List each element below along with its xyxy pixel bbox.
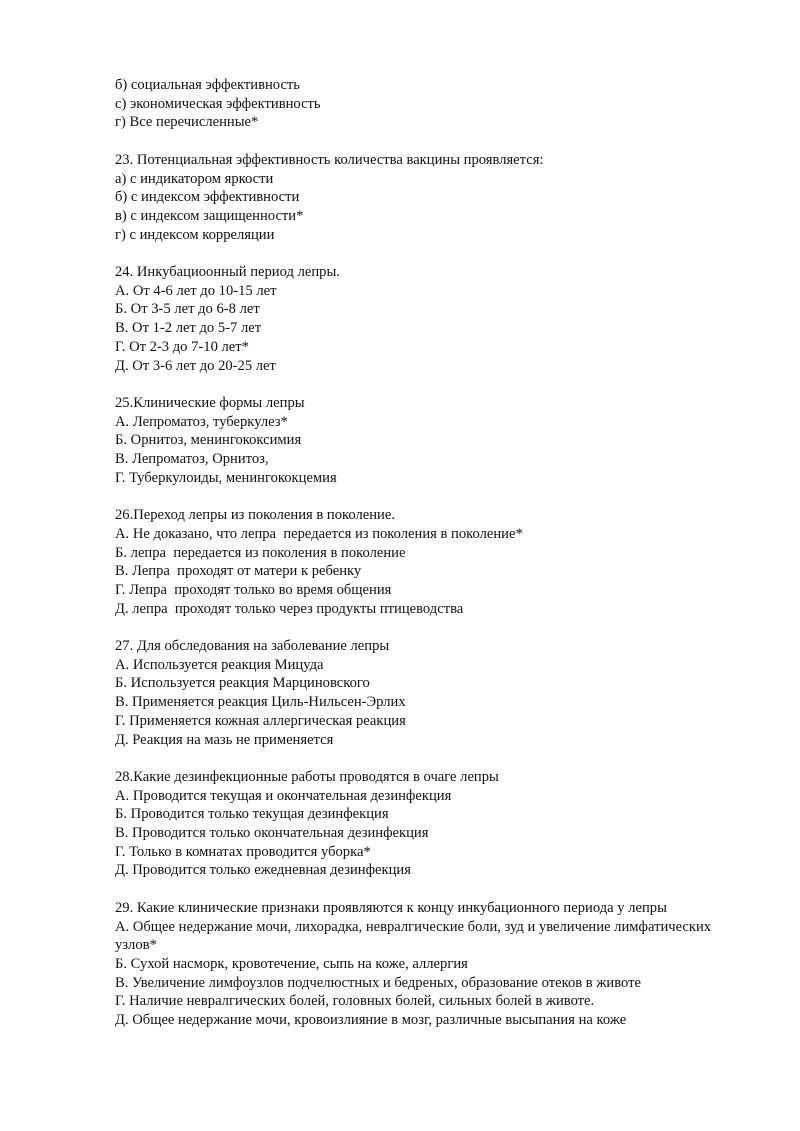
question-text: 26.Переход лепры из поколения в поколение.: [115, 507, 395, 524]
question-text: 24. Инкубациоонный период лепры.: [115, 264, 340, 280]
option-line: Б. От 3-5 лет до 6-8 лет: [115, 301, 260, 318]
question-block-29: [115, 899, 755, 1030]
option-line: Б. Используется реакция Марциновского: [115, 675, 370, 692]
option-line: Д. От 3-6 лет до 20-25 лет: [115, 357, 276, 374]
question-text: 29. Какие клинические признаки проявляются к концу инкубационного периода у лепры: [115, 899, 667, 916]
option-line: б) с индексом эффективности: [115, 189, 300, 206]
option-line: В. Проводится только окончательная дезинфекция: [115, 825, 429, 842]
option-line: б) социальная эффективность: [115, 77, 300, 93]
document-page: [115, 76, 755, 1030]
option-line: А. Проводится текущая и окончательная дезинфекция: [115, 787, 452, 804]
option-line: А. От 4-6 лет до 10-15 лет: [115, 282, 277, 299]
question-block-27: [115, 637, 755, 749]
option-line: Д. Общее недержание мочи, кровоизлияние в мозг, различные высыпания на коже: [115, 1012, 627, 1029]
question-block-22: [115, 76, 755, 132]
option-line: А. Лепроматоз, туберкулез*: [115, 413, 288, 430]
question-text: 27. Для обследования на заболевание лепры: [115, 638, 390, 655]
question-text: 23. Потенциальная эффективность количества вакцины проявляется:: [115, 151, 544, 168]
option-line: Б. Орнитоз, менингококсимия: [115, 432, 302, 449]
option-line: Б. Сухой насморк, кровотечение, сыпь на коже, аллергия: [115, 955, 468, 972]
option-line: Г. Наличие невралгических болей, головных болей, сильных болей в животе.: [115, 993, 595, 1010]
option-line: Г. Только в комнатах проводится уборка*: [115, 843, 371, 860]
option-line: Г. Лепра проходят только во время общения: [115, 581, 392, 598]
option-line: Б. Проводится только текущая дезинфекция: [115, 806, 389, 823]
option-line: Г. От 2-3 до 7-10 лет*: [115, 338, 249, 355]
option-line: Д. Реакция на мазь не применяется: [115, 731, 334, 748]
question-block-23: [115, 151, 755, 245]
option-line: а) с индикатором яркости: [115, 170, 274, 187]
option-line: Д. лепра проходят только через продукты птицеводства: [115, 600, 464, 617]
option-line: Г. Туберкулоиды, менингококцемия: [115, 469, 337, 486]
option-line: в) с индексом защищенности*: [115, 207, 304, 224]
option-line: с) экономическая эффективность: [115, 95, 321, 112]
option-line: В. Увеличение лимфоузлов подчелюстных и бедреных, образование отеков в животе: [115, 974, 641, 991]
option-line: В. Лепроматоз, Орнитоз,: [115, 451, 269, 468]
option-line: В. Лепра проходят от матери к ребенку: [115, 563, 362, 580]
option-line: В. Применяется реакция Циль-Нильсен-Эрлих: [115, 694, 406, 711]
option-line: г) Все перечисленные*: [115, 114, 259, 131]
question-block-28: [115, 768, 755, 880]
question-block-25: [115, 394, 755, 488]
option-line: В. От 1-2 лет до 5-7 лет: [115, 320, 262, 337]
option-line: А. Общее недержание мочи, лихорадка, невралгические боли, зуд и увеличение лимфатических узлов*: [115, 918, 715, 954]
question-text: 28.Какие дезинфекционные работы проводятся в очаге лепры: [115, 768, 499, 785]
question-block-24: [115, 263, 755, 375]
question-text: 25.Клинические формы лепры: [115, 394, 305, 411]
option-line: г) с индексом корреляции: [115, 226, 275, 243]
option-line: А. Не доказано, что лепра передается из поколения в поколение*: [115, 525, 523, 542]
option-line: Г. Применяется кожная аллергическая реакция: [115, 712, 406, 729]
option-line: А. Используется реакция Мицуда: [115, 656, 324, 673]
option-line: Б. лепра передается из поколения в поколение: [115, 544, 406, 561]
question-block-26: [115, 506, 755, 618]
option-line: Д. Проводится только ежедневная дезинфекция: [115, 862, 411, 879]
